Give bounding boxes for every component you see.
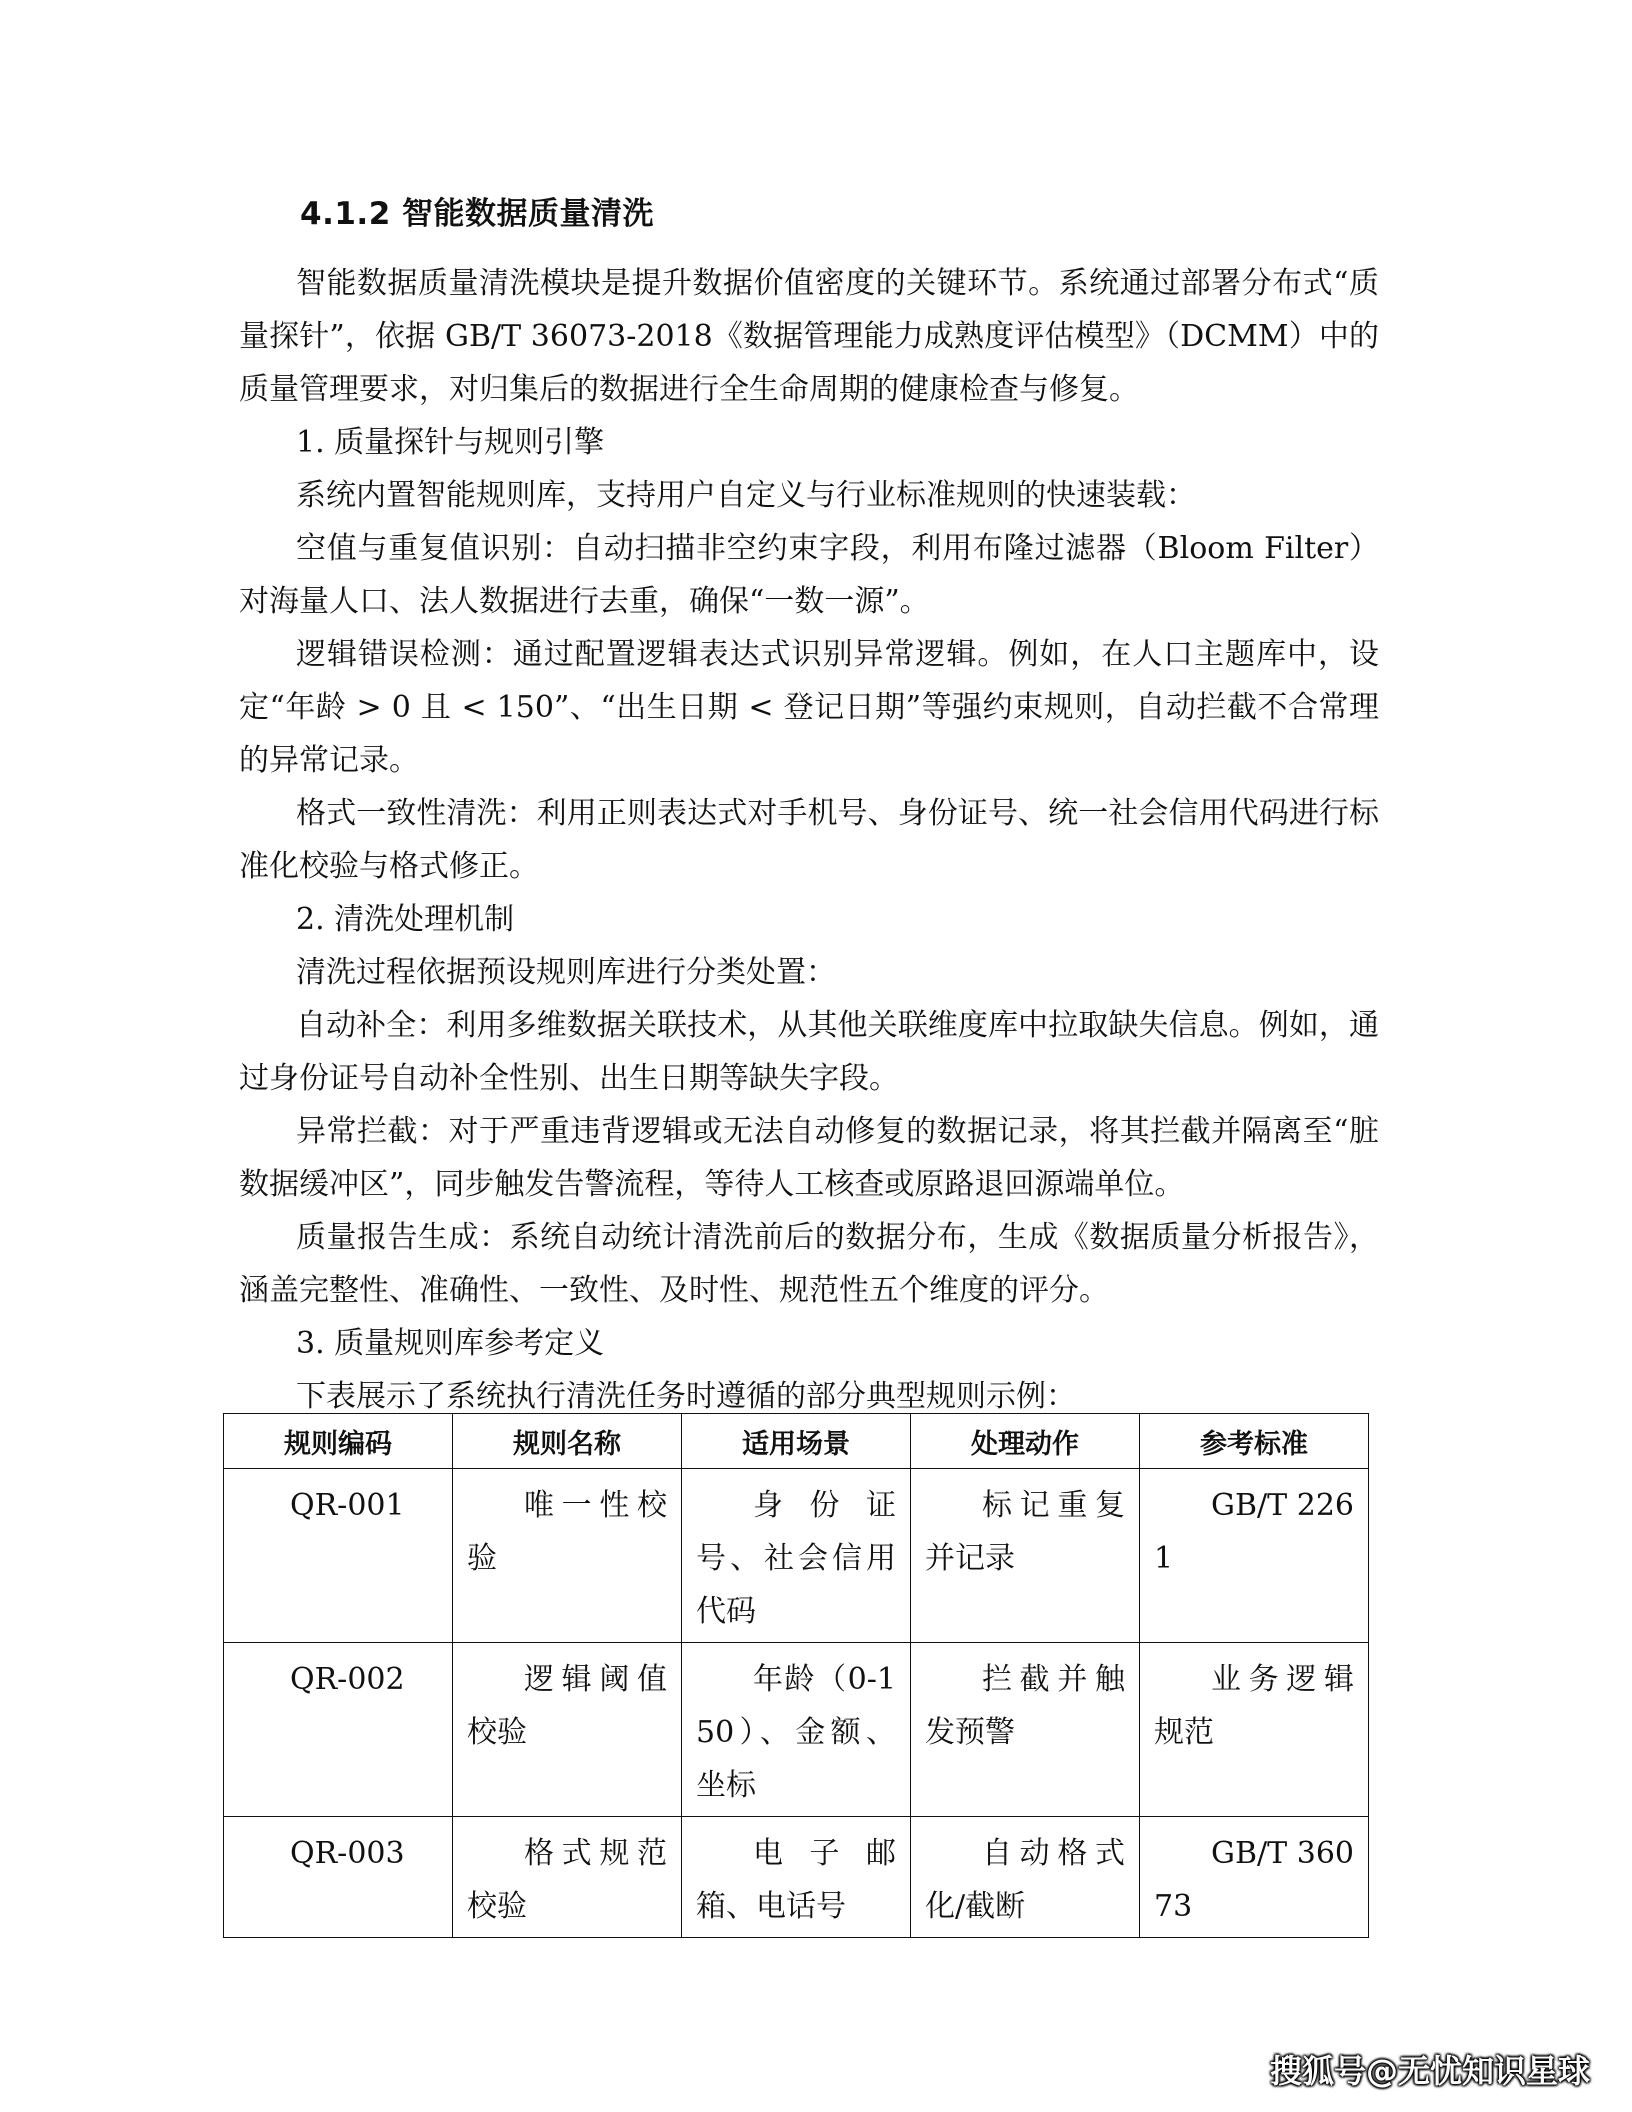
paragraph-auto-complete: 自动补全：利用多维数据关联技术，从其他关联维度库中拉取缺失信息。例如，通过身份证号自动补全性别、出生日期等缺失字段。 [239,1008,1379,1096]
paragraph-logic-error: 逻辑错误检测：通过配置逻辑表达式识别异常逻辑。例如，在人口主题库中，设定“年龄 > 0 且 < 150”、“出生日期 < 登记日期”等强约束规则，自动拦截不合常理的异常记录。 [239,637,1379,778]
table-cell: 格式规范校验 [453,1817,682,1938]
body-text [239,257,1379,1423]
table-cell: QR-001 [224,1469,453,1643]
table-row [224,1469,1369,1643]
table-cell: 逻辑阈值校验 [453,1643,682,1817]
table-cell: 拦截并触发预警 [911,1643,1140,1817]
column-header-scenario: 适用场景 [682,1414,911,1469]
paragraph-intro: 智能数据质量清洗模块是提升数据价值密度的关键环节。系统通过部署分布式“质量探针”，依据 GB/T 36073-2018《数据管理能力成熟度评估模型》（DCMM）中的质量管理要求，对归集后的数据进行全生命周期的健康检查与修复。 [239,266,1379,407]
table-cell: 标记重复并记录 [911,1469,1140,1643]
column-header-rule-name: 规则名称 [453,1414,682,1469]
table-row [224,1817,1369,1938]
watermark: 搜狐号@无忧知识星球 [1269,2052,1590,2090]
table-row [224,1643,1369,1817]
table-cell: 电子邮箱、电话号 [682,1817,911,1938]
paragraph-cleaning-process: 清洗过程依据预设规则库进行分类处置： [296,955,836,990]
column-header-standard: 参考标准 [1140,1414,1369,1469]
table-header-row [224,1414,1369,1469]
table-cell: GB/T 36073 [1140,1817,1369,1938]
list-heading-cleaning-mechanism: 2. 清洗处理机制 [296,902,515,937]
column-header-rule-code: 规则编码 [224,1414,453,1469]
table-cell: QR-003 [224,1817,453,1938]
quality-rules-table [223,1413,1369,1938]
paragraph-table-intro: 下表展示了系统执行清洗任务时遵循的部分典型规则示例： [296,1379,1076,1414]
paragraph-rule-library: 系统内置智能规则库，支持用户自定义与行业标准规则的快速装载： [296,478,1196,513]
paragraph-quality-report: 质量报告生成：系统自动统计清洗前后的数据分布，生成《数据质量分析报告》，涵盖完整性、准确性、一致性、及时性、规范性五个维度的评分。 [239,1220,1379,1308]
table-cell: 身份证号、社会信用代码 [682,1469,911,1643]
table-cell: 自动格式化/截断 [911,1817,1140,1938]
list-heading-rule-library: 3. 质量规则库参考定义 [296,1326,605,1361]
table-cell: QR-002 [224,1643,453,1817]
list-heading-probe-engine: 1. 质量探针与规则引擎 [296,425,605,460]
paragraph-format-consistency: 格式一致性清洗：利用正则表达式对手机号、身份证号、统一社会信用代码进行标准化校验与格式修正。 [239,796,1379,884]
section-heading: 4.1.2 智能数据质量清洗 [300,196,655,232]
table-cell: 唯一性校验 [453,1469,682,1643]
paragraph-anomaly-intercept: 异常拦截：对于严重违背逻辑或无法自动修复的数据记录，将其拦截并隔离至“脏数据缓冲区”，同步触发告警流程，等待人工核查或原路退回源端单位。 [239,1114,1379,1202]
table-cell: 业务逻辑规范 [1140,1643,1369,1817]
table-cell: GB/T 2261 [1140,1469,1369,1643]
paragraph-null-duplicate: 空值与重复值识别：自动扫描非空约束字段，利用布隆过滤器（Bloom Filter）对海量人口、法人数据进行去重，确保“一数一源”。 [239,531,1379,619]
column-header-action: 处理动作 [911,1414,1140,1469]
table-cell: 年龄（0-150）、金额、坐标 [682,1643,911,1817]
